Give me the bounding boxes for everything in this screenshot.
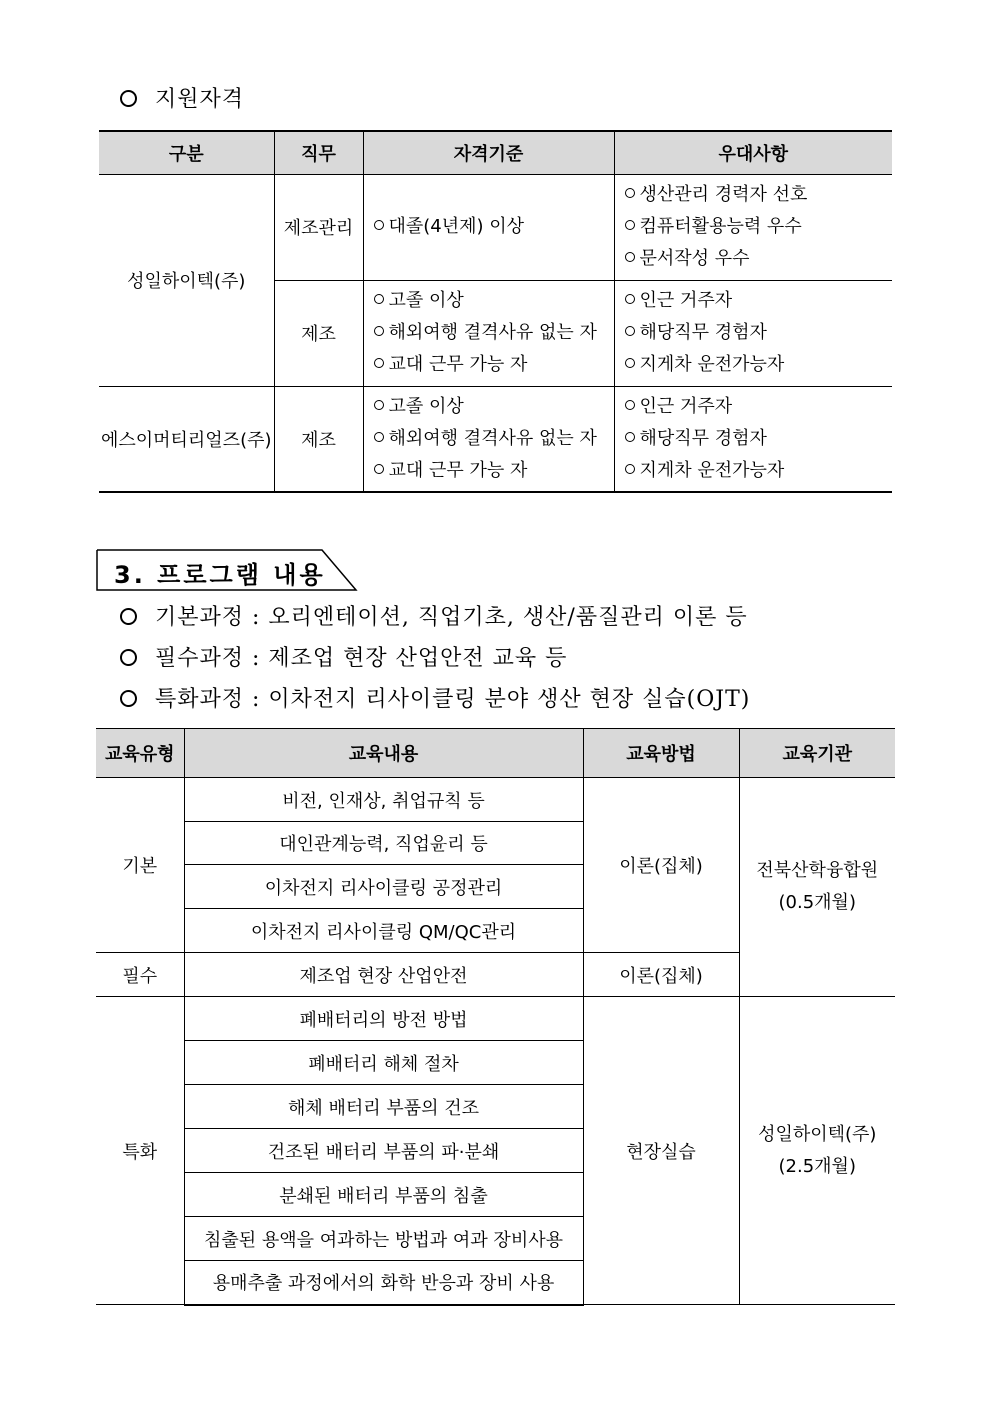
list-item: 교대 근무 가능 자: [374, 349, 614, 381]
job-cell: 제조: [274, 386, 363, 492]
type-cell: 기본: [96, 778, 184, 953]
bullet-icon: [625, 188, 635, 198]
header-job: 직무: [274, 131, 363, 174]
table-row: [96, 997, 895, 1041]
header-category: 구분: [99, 131, 274, 174]
circle-bullet-icon: [120, 649, 137, 666]
table-row: [99, 174, 892, 280]
list-item: 해당직무 경험자: [625, 423, 893, 455]
bullet-icon: [374, 400, 384, 410]
content-cell: 침출된 용액을 여과하는 방법과 여과 장비사용: [184, 1217, 583, 1261]
institution-cell: [739, 778, 895, 997]
list-item: 생산관리 경력자 선호: [625, 179, 893, 211]
program-table: [96, 728, 895, 1306]
table-header-row: [96, 729, 895, 778]
content-cell: 해체 배터리 부품의 건조: [184, 1085, 583, 1129]
bullet-icon: [625, 358, 635, 368]
bullet-icon: [625, 432, 635, 442]
qualification-heading: 지원자격: [120, 82, 244, 113]
list-item: 지게차 운전가능자: [625, 455, 893, 487]
bullet-icon: [374, 326, 384, 336]
content-cell: 제조업 현장 산업안전: [184, 953, 583, 997]
qualification-table: [99, 130, 892, 493]
table-header-row: [99, 131, 892, 174]
list-item: 인근 거주자: [625, 391, 893, 423]
list-item: 해외여행 결격사유 없는 자: [374, 423, 614, 455]
criteria-cell: [363, 386, 614, 492]
program-line: 기본과정 : 오리엔테이션, 직업기초, 생산/품질관리 이론 등: [120, 600, 748, 631]
circle-bullet-icon: [120, 690, 137, 707]
header-institution: 교육기관: [739, 729, 895, 778]
criteria-cell: [363, 174, 614, 280]
job-cell: 제조관리: [274, 174, 363, 280]
preferred-cell: [614, 174, 892, 280]
list-item: 고졸 이상: [374, 391, 614, 423]
content-cell: 비전, 인재상, 취업규칙 등: [184, 778, 583, 822]
preferred-cell: [614, 386, 892, 492]
method-cell: 이론(집체): [583, 778, 739, 953]
method-cell: 이론(집체): [583, 953, 739, 997]
table-row: [99, 386, 892, 492]
bullet-icon: [625, 326, 635, 336]
method-cell: 현장실습: [583, 997, 739, 1305]
circle-bullet-icon: [120, 90, 137, 107]
content-cell: 분쇄된 배터리 부품의 침출: [184, 1173, 583, 1217]
list-item: 교대 근무 가능 자: [374, 455, 614, 487]
content-cell: 건조된 배터리 부품의 파·분쇄: [184, 1129, 583, 1173]
header-preferred: 우대사항: [614, 131, 892, 174]
program-line: 특화과정 : 이차전지 리사이클링 분야 생산 현장 실습(OJT): [120, 682, 750, 713]
bullet-icon: [374, 432, 384, 442]
institution-cell: [739, 997, 895, 1305]
institution-period: (0.5개월): [778, 892, 856, 913]
bullet-icon: [625, 294, 635, 304]
bullet-icon: [374, 220, 384, 230]
job-cell: 제조: [274, 280, 363, 386]
type-cell: 특화: [96, 997, 184, 1305]
bullet-icon: [625, 400, 635, 410]
bullet-icon: [374, 294, 384, 304]
company-cell: 성일하이텍(주): [99, 174, 274, 386]
content-cell: 이차전지 리사이클링 QM/QC관리: [184, 909, 583, 953]
bullet-icon: [625, 252, 635, 262]
list-item: 문서작성 우수: [625, 243, 893, 275]
bullet-icon: [374, 358, 384, 368]
header-criteria: 자격기준: [363, 131, 614, 174]
header-type: 교육유형: [96, 729, 184, 778]
bullet-icon: [625, 220, 635, 230]
list-item: 컴퓨터활용능력 우수: [625, 211, 893, 243]
program-line: 필수과정 : 제조업 현장 산업안전 교육 등: [120, 641, 567, 672]
institution-period: (2.5개월): [778, 1155, 856, 1177]
type-cell: 필수: [96, 953, 184, 997]
list-item: 해당직무 경험자: [625, 317, 893, 349]
section-title: 3. 프로그램 내용: [114, 561, 326, 589]
circle-bullet-icon: [120, 608, 137, 625]
section-title-tab: [96, 549, 358, 591]
bullet-icon: [625, 464, 635, 474]
bullet-icon: [374, 464, 384, 474]
content-cell: 대인관계능력, 직업윤리 등: [184, 822, 583, 865]
institution-name: 성일하이텍(주): [758, 1123, 877, 1145]
criteria-cell: [363, 280, 614, 386]
header-method: 교육방법: [583, 729, 739, 778]
content-cell: 용매추출 과정에서의 화학 반응과 장비 사용: [184, 1261, 583, 1305]
list-item: 대졸(4년제) 이상: [374, 211, 614, 243]
content-cell: 폐배터리의 방전 방법: [184, 997, 583, 1041]
list-item: 해외여행 결격사유 없는 자: [374, 317, 614, 349]
list-item: 고졸 이상: [374, 285, 614, 317]
list-item: 지게차 운전가능자: [625, 349, 893, 381]
preferred-cell: [614, 280, 892, 386]
company-cell: 에스이머티리얼즈(주): [99, 386, 274, 492]
content-cell: 폐배터리 해체 절차: [184, 1041, 583, 1085]
content-cell: 이차전지 리사이클링 공정관리: [184, 865, 583, 909]
list-item: 인근 거주자: [625, 285, 893, 317]
institution-name: 전북산학융합원: [756, 860, 879, 881]
header-content: 교육내용: [184, 729, 583, 778]
table-row: [96, 778, 895, 822]
